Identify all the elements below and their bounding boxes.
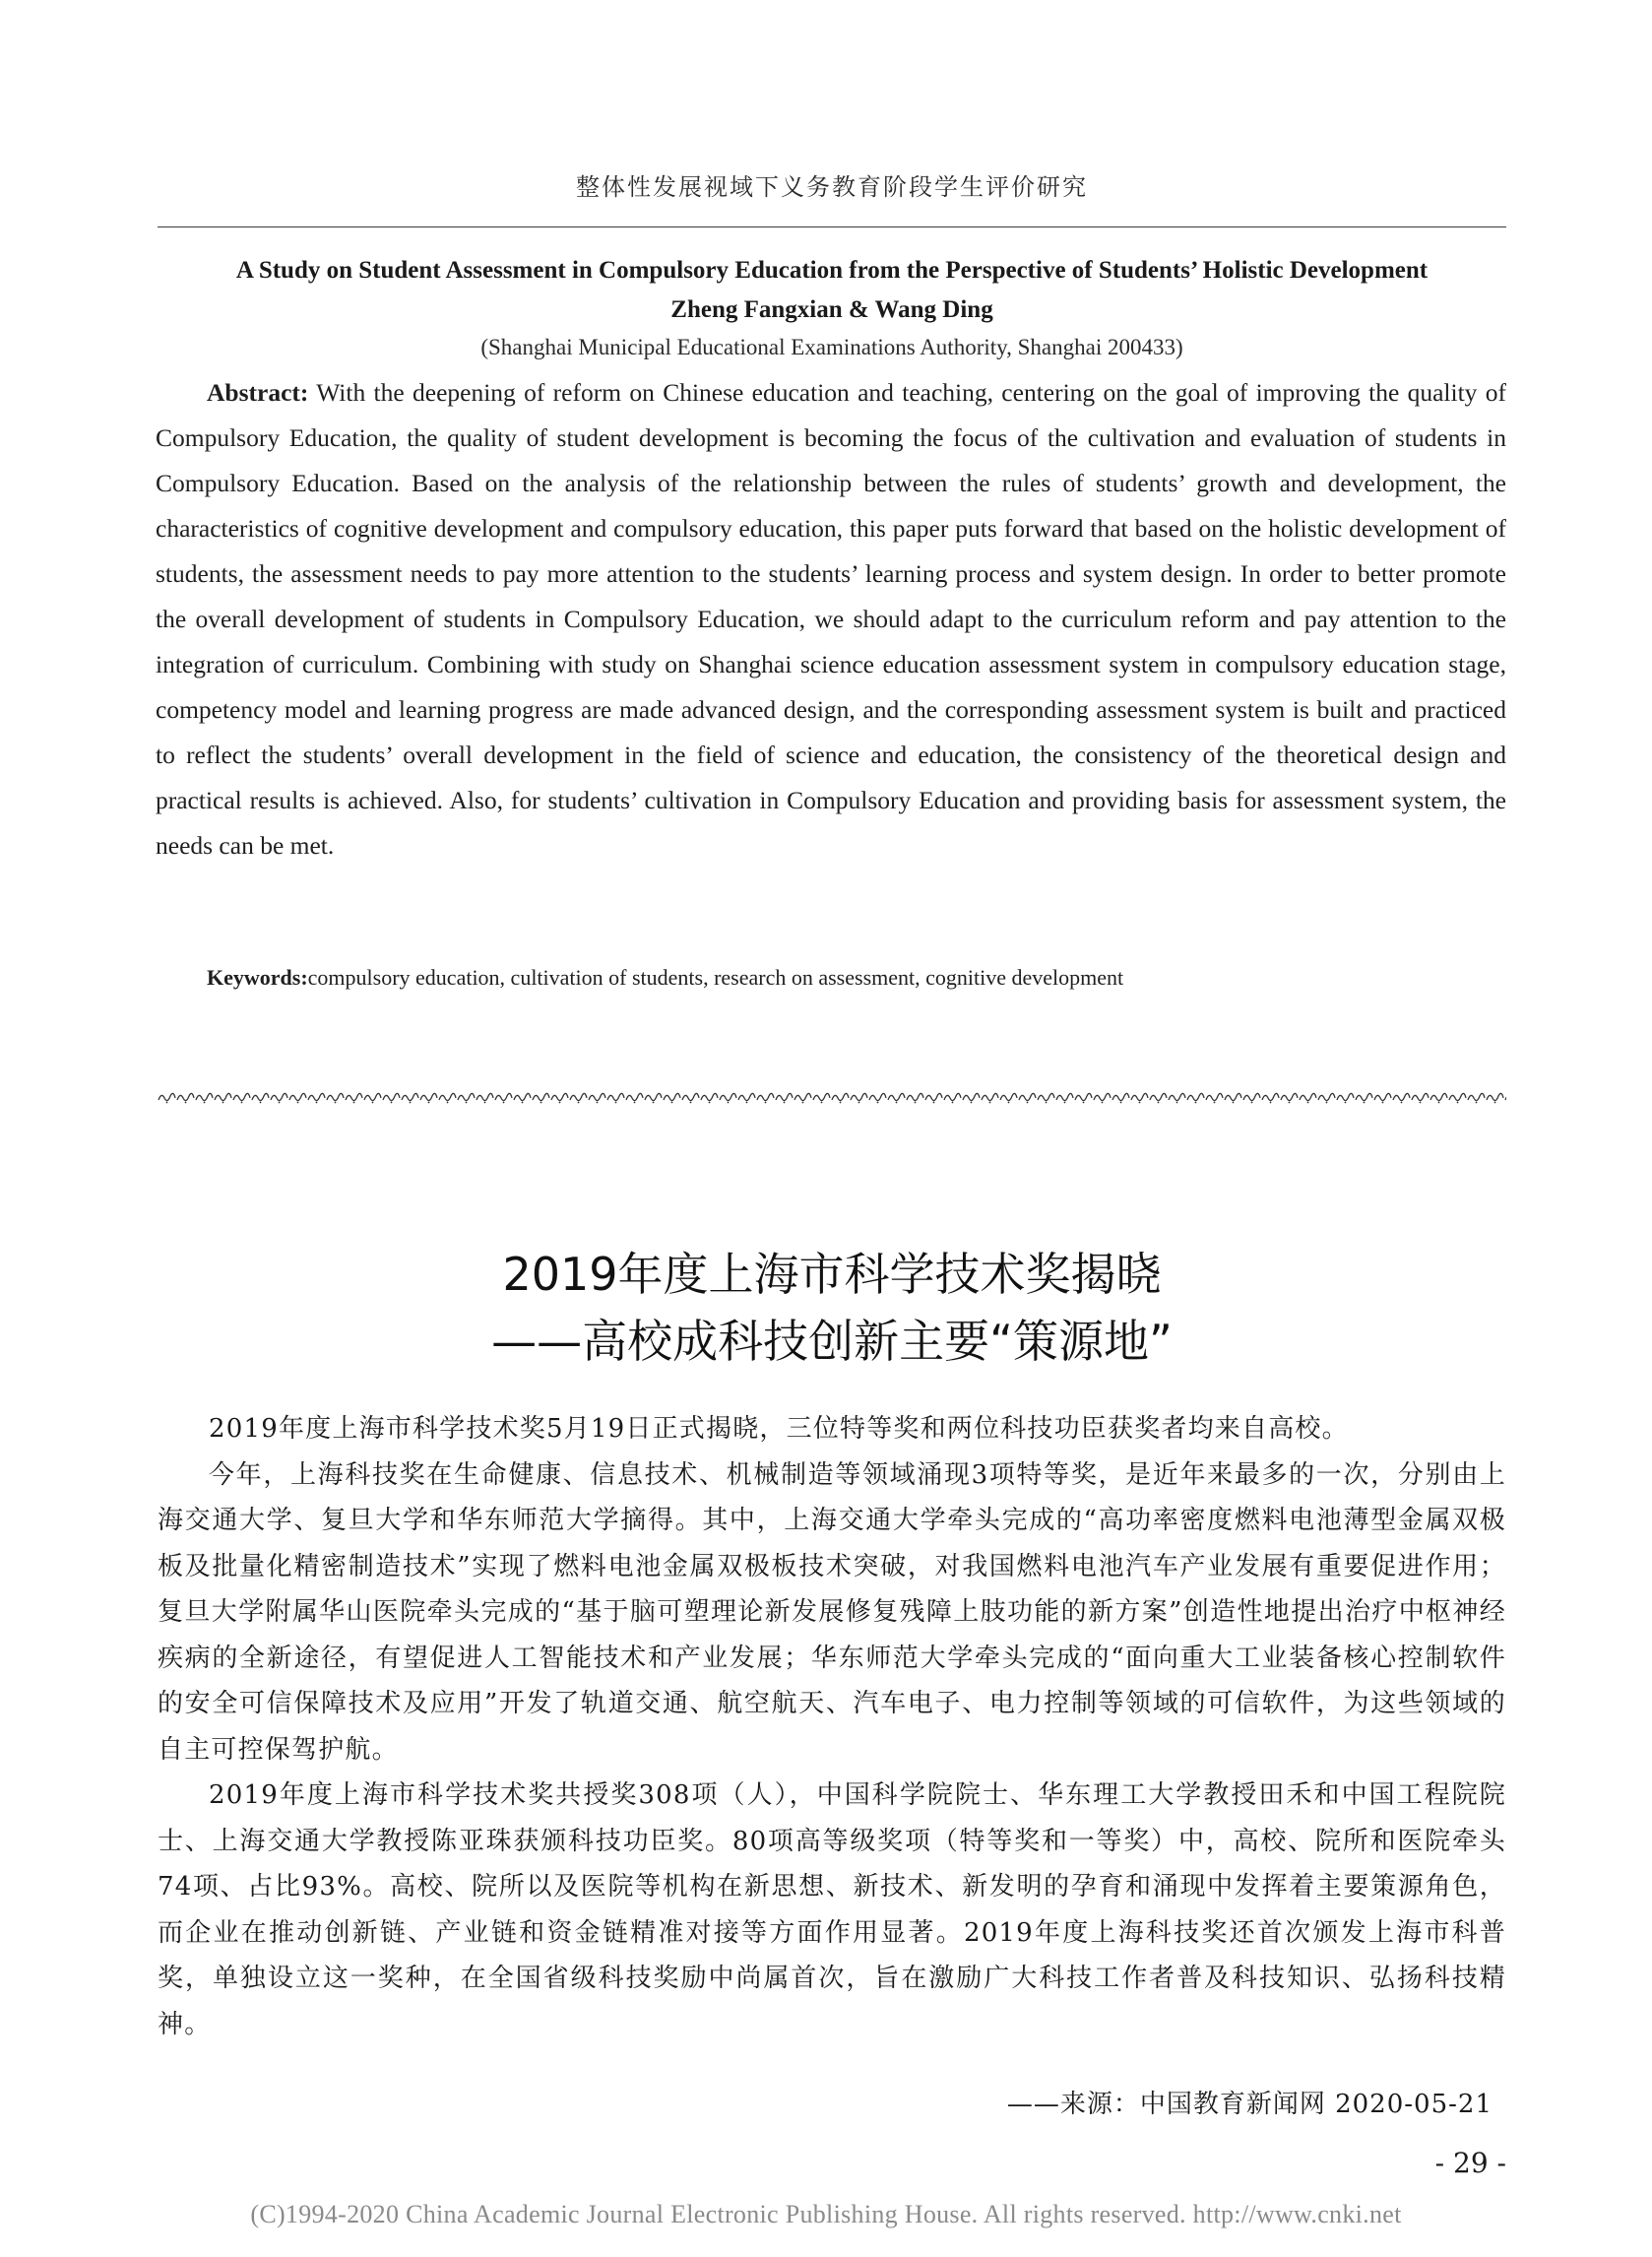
news-paragraph: 今年，上海科技奖在生命健康、信息技术、机械制造等领域涌现3项特等奖，是近年来最多的一次，分别由上海交通大学、复旦大学和华东师范大学摘得。其中，上海交通大学牵头完成的“高功率密度燃料电池薄型金属双极板及批量化精密制造技术”实现了燃料电池金属双极板技术突破，对我国燃料电池汽车产业发展有重要促进作用；复旦大学附属华山医院牵头完成的“基于脑可塑理论新发展修复残障上肢功能的新方案”创造性地提出治疗中枢神经疾病的全新途径，有望促进人工智能技术和产业发展；华东师范大学牵头完成的“面向重大工业装备核心控制软件的安全可信保障技术及应用”开发了轨道交通、航空航天、汽车电子、电力控制等领域的可信软件，为这些领域的自主可控保驾护航。 <box>158 1459 1506 1765</box>
news-paragraph: 2019年度上海市科学技术奖5月19日正式揭晓，三位特等奖和两位科技功臣获奖者均来自高校。 <box>209 1414 1349 1444</box>
page-number: - 29 - <box>1434 2147 1506 2179</box>
keywords-label: Keywords: <box>207 965 308 990</box>
running-header: 整体性发展视域下义务教育阶段学生评价研究 <box>576 173 1088 201</box>
keywords-text: compulsory education, cultivation of students, research on assessment, cognitive development <box>307 965 1124 990</box>
abstract-label: Abstract: <box>207 378 309 407</box>
news-title <box>158 1241 1506 1375</box>
news-paragraph: 2019年度上海市科学技术奖共授奖308项（人），中国科学院院士、华东理工大学教授田禾和中国工程院院士、上海交通大学教授陈亚珠获颁科技功臣奖。80项高等级奖项（特等奖和一等奖）中，高校、院所和医院牵头74项、占比93%。高校、院所以及医院等机构在新思想、新技术、新发明的孕育和涌现中发挥着主要策源角色，而企业在推动创新链、产业链和资金链精准对接等方面作用显著。2019年度上海科技奖还首次颁发上海市科普奖，单独设立这一奖种，在全国省级科技奖励中尚属首次，旨在激励广大科技工作者普及科技知识、弘扬科技精神。 <box>158 1780 1506 2039</box>
news-title-line2: ——高校成科技创新主要“策源地” <box>491 1315 1173 1368</box>
english-paper-authors: Zheng Fangxian & Wang Ding <box>670 296 993 323</box>
english-paper-title: A Study on Student Assessment in Compulsory Education from the Perspective of Students’ Holistic Development <box>235 257 1429 284</box>
ornamental-divider <box>158 1089 1506 1105</box>
english-paper-affiliation: (Shanghai Municipal Educational Examinations Authority, Shanghai 200433) <box>480 335 1183 359</box>
news-body <box>158 1406 1506 2047</box>
news-source: ——来源：中国教育新闻网 2020-05-21 <box>1006 2090 1493 2119</box>
abstract <box>156 370 1506 869</box>
header-rule <box>158 226 1506 227</box>
copyright-footer: (C)1994-2020 China Academic Journal Electronic Publishing House. All rights reserved. http://www.cnki.net <box>250 2200 1402 2228</box>
keywords <box>207 965 1506 991</box>
news-title-line1: 2019年度上海市科学技术奖揭晓 <box>502 1248 1162 1301</box>
english-paper-heading <box>158 251 1506 330</box>
abstract-text: With the deepening of reform on Chinese education and teaching, centering on the goal of improving the quality of Compulsory Education, the quality of student development is becoming the focus of the cultivation and evaluation of students in Compulsory Education. Based on the analysis of the relationship between the rules of students’ growth and development, the characteristics of cognitive development and compulsory education, this paper puts forward that based on the holistic development of students, the assessment needs to pay more attention to the students’ learning process and system design. In order to better promote the overall development of students in Compulsory Education, we should adapt to the curriculum reform and pay attention to the integration of curriculum. Combining with study on Shanghai science education assessment system in compulsory education stage, competency model and learning progress are made advanced design, and the corresponding assessment system is built and practiced to reflect the students’ overall development in the field of science and education, the consistency of the theoretical design and practical results is achieved. Also, for students’ cultivation in Compulsory Education and providing basis for assessment system, the needs can be met. <box>156 378 1506 860</box>
